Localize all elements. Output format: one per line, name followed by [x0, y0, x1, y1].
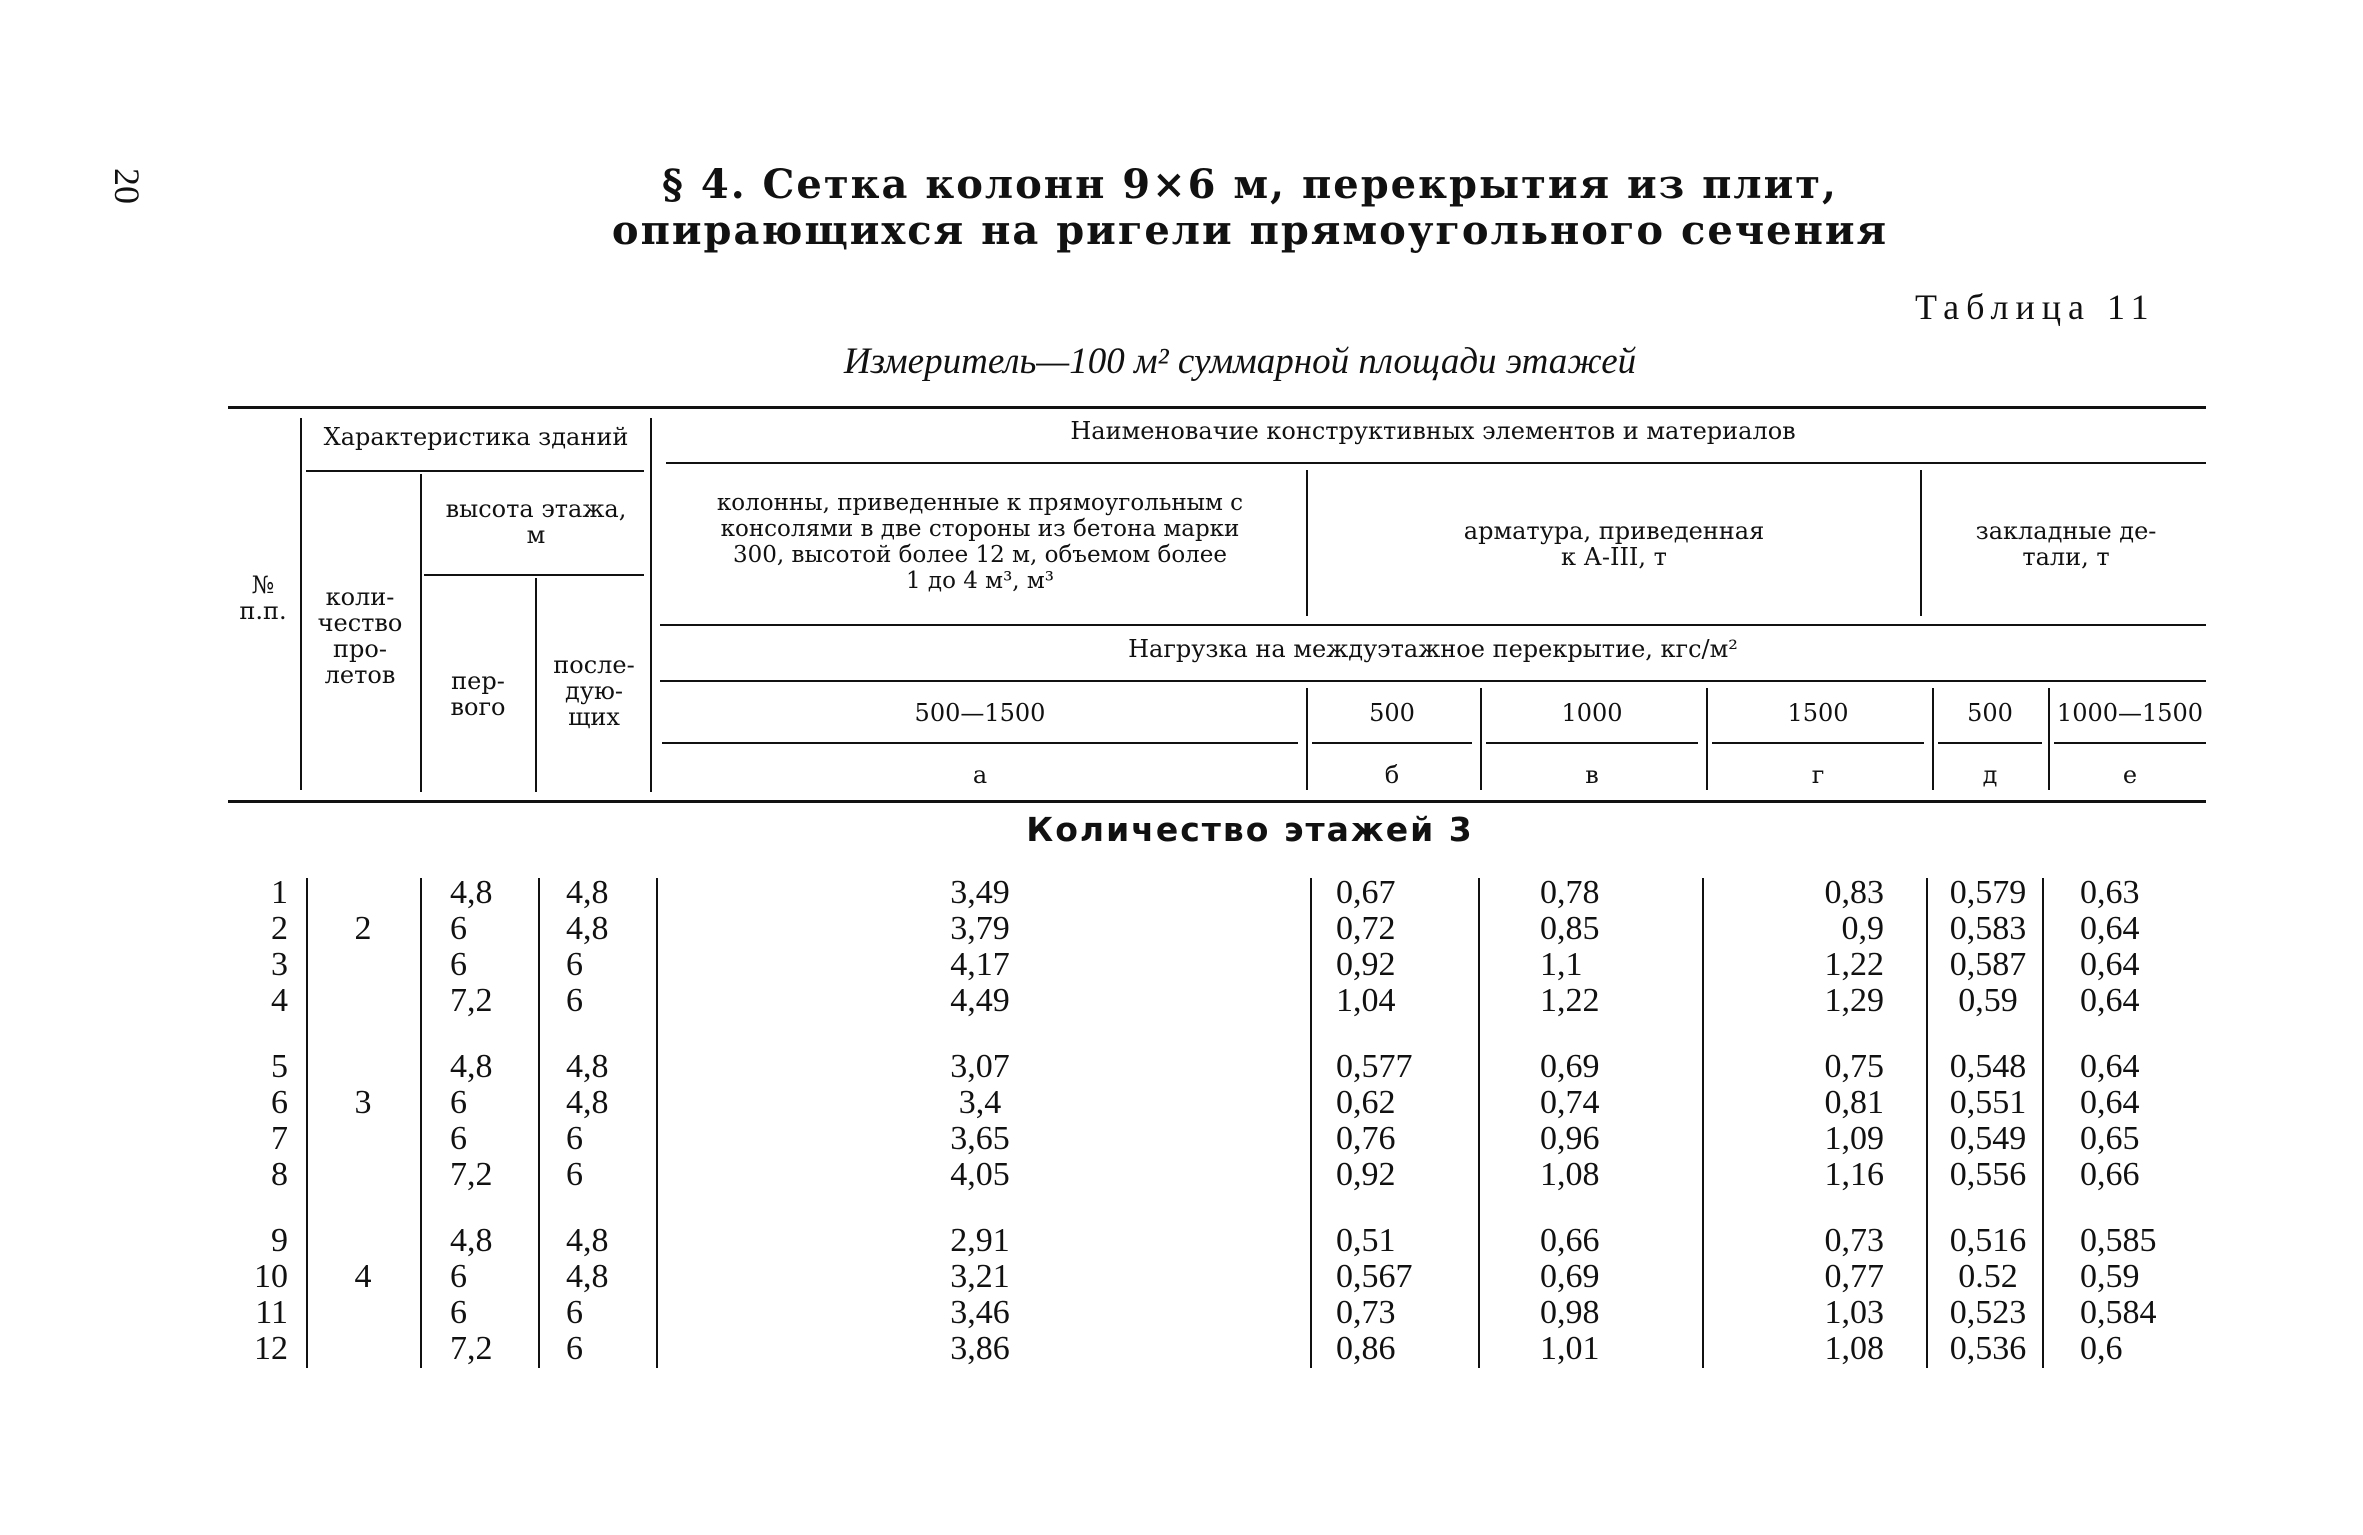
cell-a: 4,17 — [950, 946, 1010, 983]
body-vline — [420, 878, 422, 1368]
letter-b: б — [1384, 761, 1400, 789]
cell-h2: 6 — [566, 1330, 583, 1367]
cell-a: 3,86 — [950, 1330, 1010, 1367]
cell-n: 5 — [271, 1048, 288, 1085]
cell-h2: 6 — [566, 1294, 583, 1331]
body-vline — [1702, 878, 1704, 1368]
header-first-floor: пер- вого — [450, 667, 506, 721]
body-vline — [656, 878, 658, 1368]
cell-spans: 2 — [354, 910, 372, 947]
cell-b: 0,86 — [1336, 1330, 1396, 1367]
load-g: 1500 — [1787, 699, 1849, 727]
cell-a: 3,79 — [950, 910, 1010, 947]
cell-e: 0,585 — [2080, 1222, 2157, 1259]
load-d: 500 — [1967, 699, 2013, 727]
header-hline — [666, 462, 2206, 464]
header-vline — [420, 474, 422, 792]
header-vline — [535, 578, 537, 792]
cell-a: 4,49 — [950, 982, 1010, 1019]
cell-v: 0,74 — [1540, 1084, 1600, 1121]
header-embedded: закладные де- тали, т — [1975, 517, 2157, 571]
cell-a: 3,65 — [950, 1120, 1010, 1157]
cell-n: 4 — [271, 982, 288, 1019]
header-hline — [660, 680, 2206, 682]
body-vline — [1310, 878, 1312, 1368]
cell-h2: 6 — [566, 946, 583, 983]
cell-v: 0,66 — [1540, 1222, 1600, 1259]
cell-d: 0,587 — [1949, 946, 2027, 983]
letter-g: г — [1811, 761, 1825, 789]
cell-h1: 4,8 — [450, 1222, 493, 1259]
cell-b: 0,76 — [1336, 1120, 1396, 1157]
cell-v: 0,85 — [1540, 910, 1600, 947]
cell-n: 3 — [271, 946, 288, 983]
header-hline — [306, 470, 644, 472]
header-vline — [1920, 470, 1922, 616]
cell-h2: 4,8 — [566, 1084, 609, 1121]
cell-b: 1,04 — [1336, 982, 1396, 1019]
cell-a: 2,91 — [950, 1222, 1010, 1259]
cell-d: 0,579 — [1949, 874, 2027, 911]
cell-a: 3,46 — [950, 1294, 1010, 1331]
cell-spans: 3 — [354, 1084, 372, 1121]
cell-b: 0,51 — [1336, 1222, 1396, 1259]
cell-a: 3,49 — [950, 874, 1010, 911]
header-bottom-rule — [228, 800, 2206, 803]
body-vline — [1926, 878, 1928, 1368]
cell-d: 0,516 — [1949, 1222, 2027, 1259]
cell-d: 0,523 — [1949, 1294, 2027, 1331]
header-columns: колонны, приведенные к прямоугольным с консолями в две стороны из бетона марки 300, высотой более 12 м, объемом более 1 до 4 м³, м³ — [716, 490, 1244, 594]
header-characteristics: Характеристика зданий — [323, 423, 629, 451]
cell-b: 0,62 — [1336, 1084, 1396, 1121]
cell-b: 0,92 — [1336, 1156, 1396, 1193]
cell-h2: 4,8 — [566, 910, 609, 947]
cell-g: 1,29 — [1824, 982, 1884, 1019]
section-title: Количество этажей 3 — [1026, 810, 1474, 849]
load-b: 500 — [1369, 699, 1415, 727]
cell-h1: 6 — [450, 1120, 467, 1157]
cell-e: 0,6 — [2080, 1330, 2123, 1367]
cell-h2: 4,8 — [566, 1048, 609, 1085]
cell-h1: 7,2 — [450, 1330, 493, 1367]
cell-h1: 6 — [450, 1258, 467, 1295]
header-vline — [650, 418, 652, 792]
cell-h1: 4,8 — [450, 874, 493, 911]
cell-g: 1,03 — [1824, 1294, 1884, 1331]
title-line-1: § 4. Сетка колонн 9×6 м, перекрытия из плит, — [662, 161, 1838, 208]
header-hline — [660, 624, 2206, 626]
letter-a: а — [972, 761, 988, 789]
unit-caption: Измеритель—100 м² суммарной площади этажей — [843, 341, 1637, 382]
letter-v: в — [1585, 761, 1599, 789]
load-v: 1000 — [1561, 699, 1623, 727]
cell-h1: 7,2 — [450, 982, 493, 1019]
cell-e: 0,59 — [2080, 1258, 2140, 1295]
cell-g: 0,73 — [1824, 1222, 1884, 1259]
title-line-2: опирающихся на ригели прямоугольного сечения — [611, 207, 1889, 254]
cell-d: 0,556 — [1949, 1156, 2027, 1193]
load-e: 1000—1500 — [2056, 699, 2204, 727]
cell-g: 0,9 — [1841, 910, 1884, 947]
cell-n: 9 — [271, 1222, 288, 1259]
header-hline — [1938, 742, 2042, 744]
cell-h1: 6 — [450, 1294, 467, 1331]
header-hline — [1486, 742, 1698, 744]
cell-a: 4,05 — [950, 1156, 1010, 1193]
cell-v: 1,08 — [1540, 1156, 1600, 1193]
cell-e: 0,63 — [2080, 874, 2140, 911]
cell-h2: 4,8 — [566, 1258, 609, 1295]
cell-d: 0,583 — [1949, 910, 2027, 947]
cell-d: 0,536 — [1949, 1330, 2027, 1367]
cell-b: 0,67 — [1336, 874, 1396, 911]
page-title — [600, 162, 1900, 254]
header-hline — [662, 742, 1298, 744]
header-spans: коли- чество про- летов — [317, 583, 403, 689]
cell-h2: 4,8 — [566, 1222, 609, 1259]
body-vline — [2042, 878, 2044, 1368]
cell-g: 0,81 — [1824, 1084, 1884, 1121]
cell-v: 1,01 — [1540, 1330, 1600, 1367]
cell-d: 0,549 — [1949, 1120, 2027, 1157]
letter-d: д — [1982, 761, 1998, 789]
cell-b: 0,92 — [1336, 946, 1396, 983]
cell-g: 0,75 — [1824, 1048, 1884, 1085]
cell-h2: 6 — [566, 1120, 583, 1157]
page-number: 20 — [107, 168, 147, 204]
cell-b: 0,73 — [1336, 1294, 1396, 1331]
cell-h2: 6 — [566, 1156, 583, 1193]
header-vline — [1706, 688, 1708, 790]
header-vline — [1480, 688, 1482, 790]
cell-h1: 6 — [450, 946, 467, 983]
cell-n: 8 — [271, 1156, 288, 1193]
cell-n: 2 — [271, 910, 288, 947]
cell-a: 3,07 — [950, 1048, 1010, 1085]
cell-g: 1,16 — [1824, 1156, 1884, 1193]
cell-d: 0.52 — [1958, 1258, 2018, 1295]
cell-n: 11 — [255, 1294, 288, 1331]
cell-g: 1,08 — [1824, 1330, 1884, 1367]
header-rebar: арматура, приведенная к А-III, т — [1463, 517, 1765, 571]
cell-d: 0,551 — [1949, 1084, 2027, 1121]
header-number: № п.п. — [239, 571, 287, 625]
cell-h1: 6 — [450, 1084, 467, 1121]
cell-e: 0,64 — [2080, 910, 2140, 947]
cell-h2: 4,8 — [566, 874, 609, 911]
letter-e: е — [2122, 761, 2138, 789]
cell-e: 0,65 — [2080, 1120, 2140, 1157]
cell-v: 0,69 — [1540, 1258, 1600, 1295]
header-elements: Наименовачие конструктивных элементов и материалов — [1070, 417, 1796, 445]
header-hline — [1712, 742, 1924, 744]
cell-e: 0,64 — [2080, 946, 2140, 983]
cell-h2: 6 — [566, 982, 583, 1019]
cell-b: 0,577 — [1336, 1048, 1413, 1085]
cell-e: 0,64 — [2080, 1084, 2140, 1121]
header-vline — [1306, 688, 1308, 790]
cell-v: 0,78 — [1540, 874, 1600, 911]
cell-d: 0,59 — [1958, 982, 2018, 1019]
cell-v: 1,22 — [1540, 982, 1600, 1019]
cell-v: 0,69 — [1540, 1048, 1600, 1085]
header-hline — [2054, 742, 2206, 744]
cell-d: 0,548 — [1949, 1048, 2027, 1085]
cell-h1: 4,8 — [450, 1048, 493, 1085]
cell-v: 1,1 — [1540, 946, 1583, 983]
load-a: 500—1500 — [914, 699, 1046, 727]
header-hline — [1312, 742, 1472, 744]
header-vline — [1306, 470, 1308, 616]
cell-b: 0,72 — [1336, 910, 1396, 947]
cell-v: 0,98 — [1540, 1294, 1600, 1331]
cell-e: 0,64 — [2080, 982, 2140, 1019]
cell-g: 0,77 — [1824, 1258, 1884, 1295]
cell-e: 0,64 — [2080, 1048, 2140, 1085]
cell-n: 1 — [271, 874, 288, 911]
cell-g: 1,09 — [1824, 1120, 1884, 1157]
cell-g: 1,22 — [1824, 946, 1884, 983]
header-hline — [424, 574, 644, 576]
cell-h1: 6 — [450, 910, 467, 947]
cell-v: 0,96 — [1540, 1120, 1600, 1157]
table-top-rule — [228, 406, 2206, 409]
cell-a: 3,21 — [950, 1258, 1010, 1295]
cell-n: 10 — [254, 1258, 288, 1295]
cell-spans: 4 — [354, 1258, 372, 1295]
header-vline — [1932, 688, 1934, 790]
header-subsequent-floors: после- дую- щих — [553, 651, 635, 731]
cell-e: 0,584 — [2080, 1294, 2157, 1331]
header-vline — [2048, 688, 2050, 790]
header-floor-height: высота этажа, м — [445, 495, 627, 549]
table-label: Таблица 11 — [1915, 287, 2156, 327]
header-load: Нагрузка на междуэтажное перекрытие, кгс/м² — [1128, 635, 1738, 663]
cell-n: 6 — [271, 1084, 288, 1121]
cell-a: 3,4 — [958, 1084, 1002, 1121]
cell-n: 12 — [254, 1330, 288, 1367]
cell-b: 0,567 — [1336, 1258, 1413, 1295]
cell-e: 0,66 — [2080, 1156, 2140, 1193]
cell-h1: 7,2 — [450, 1156, 493, 1193]
cell-g: 0,83 — [1824, 874, 1884, 911]
cell-n: 7 — [271, 1120, 288, 1157]
